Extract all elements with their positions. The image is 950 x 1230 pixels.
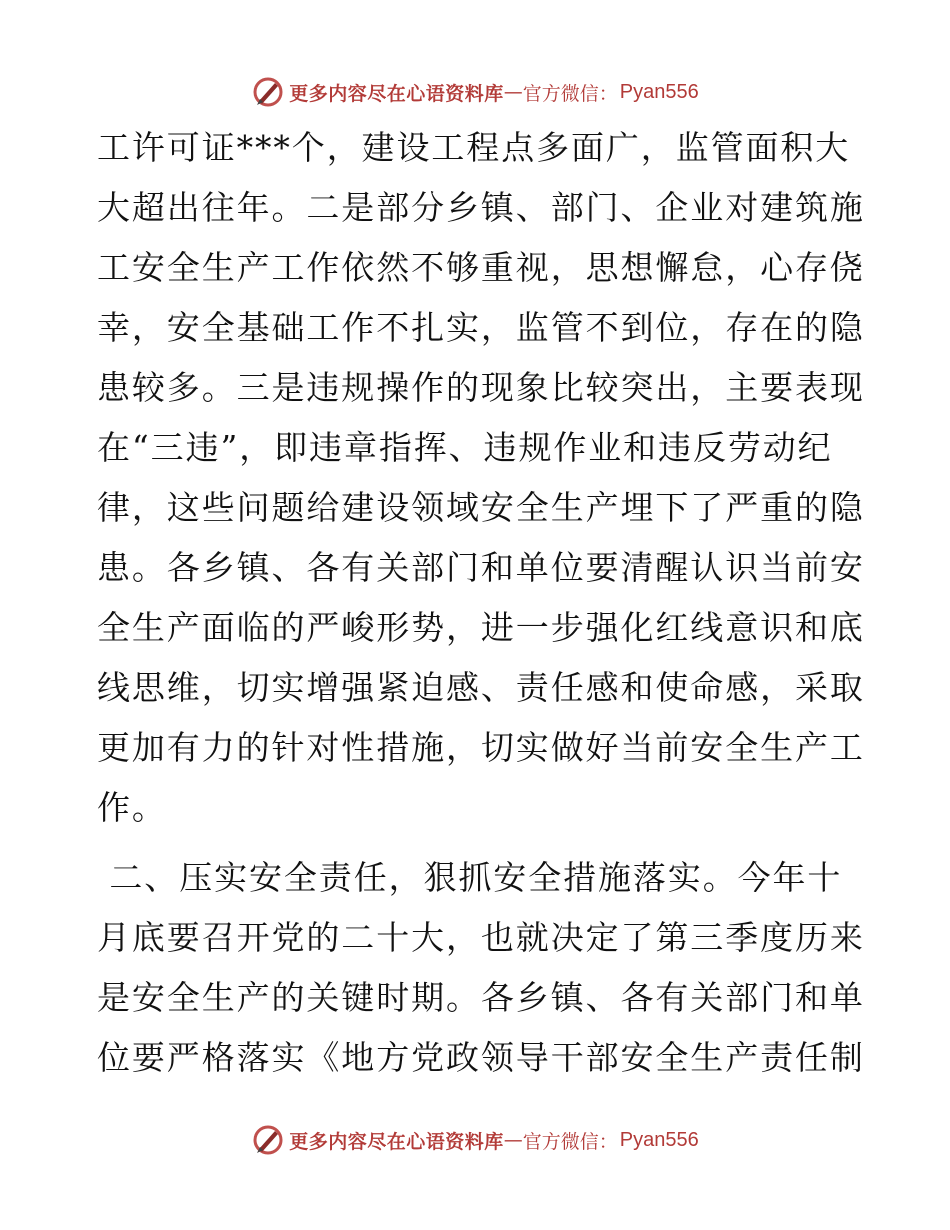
banner-text: 更多内容尽在心语资料库: [289, 1130, 504, 1153]
paragraph-1: [97, 118, 865, 838]
text-line: 在“三违”，即违章指挥、违规作业和违反劳动纪: [97, 428, 833, 467]
document-body: [97, 118, 865, 1088]
text-line: 大超出往年。二是部分乡镇、部门、企业对建筑施: [97, 188, 865, 227]
text-line: 作。: [97, 788, 167, 827]
text-line: 二、压实安全责任，狠抓安全措施落实。今年十: [97, 858, 843, 897]
text-line: 工许可证***个，建设工程点多面广，监管面积大: [97, 128, 851, 167]
pen-logo-icon: [251, 1123, 285, 1157]
text-line: 律，这些问题给建设领域安全生产埋下了严重的隐: [97, 488, 865, 527]
text-line: 全生产面临的严峻形势，进一步强化红线意识和底: [97, 608, 865, 647]
text-line: 位要严格落实《地方党政领导干部安全生产责任制: [97, 1038, 865, 1077]
banner-wechat-label: 官方微信：: [522, 82, 618, 105]
banner-dash: —: [503, 1129, 523, 1151]
paragraph-2: [97, 848, 865, 1088]
text-line: 患。各乡镇、各有关部门和单位要清醒认识当前安: [97, 548, 865, 587]
header-watermark-banner: [0, 72, 950, 112]
text-line: 是安全生产的关键时期。各乡镇、各有关部门和单: [97, 978, 865, 1017]
text-line: 月底要召开党的二十大，也就决定了第三季度历来: [97, 918, 865, 957]
banner-wechat-label: 官方微信：: [522, 1130, 618, 1153]
banner-dash: —: [503, 81, 523, 103]
banner-wechat-id: Pyan556: [619, 1128, 699, 1151]
text-line: 线思维，切实增强紧迫感、责任感和使命感，采取: [97, 668, 865, 707]
banner-wechat-id: Pyan556: [619, 80, 699, 103]
text-line: 患较多。三是违规操作的现象比较突出，主要表现: [97, 368, 865, 407]
banner-text: 更多内容尽在心语资料库: [289, 82, 504, 105]
text-line: 幸，安全基础工作不扎实，监管不到位，存在的隐: [97, 308, 865, 347]
pen-logo-icon: [251, 75, 285, 109]
footer-watermark-banner: [0, 1120, 950, 1160]
text-line: 工安全生产工作依然不够重视，思想懈怠，心存侥: [97, 248, 865, 287]
text-line: 更加有力的针对性措施，切实做好当前安全生产工: [97, 728, 865, 767]
